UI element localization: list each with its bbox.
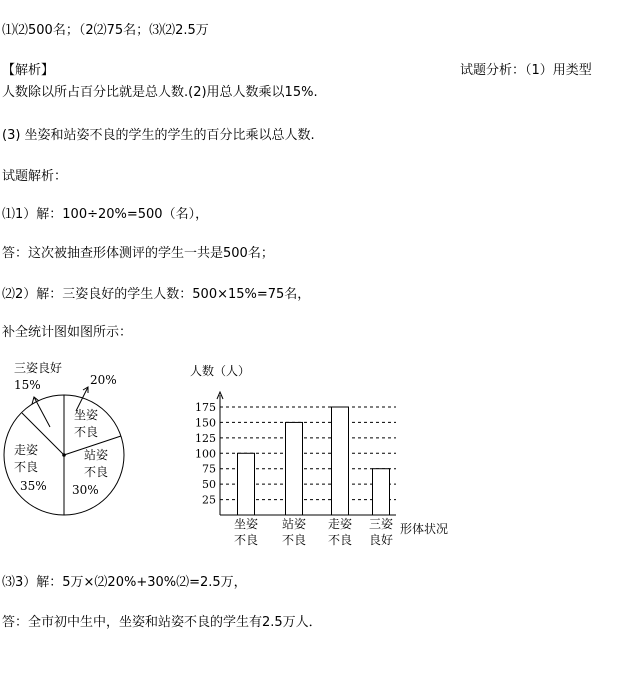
bar-category-label: 不良	[281, 533, 307, 547]
bar-category-label: 坐姿	[233, 517, 259, 531]
bar-category-label: 不良	[233, 533, 259, 547]
analysis-text-3: (3) 坐姿和站姿不良的学生的学生的百分比乘以总人数.	[2, 128, 315, 143]
bar-xlabel: 形体状况	[400, 522, 449, 536]
pie-pct-15: 15%	[14, 378, 41, 392]
pie-label-zouzi-2: 不良	[14, 460, 39, 474]
pie-center	[62, 453, 66, 457]
bar-category-label: 三姿	[368, 517, 394, 531]
bar-ytick-label: 25	[202, 493, 216, 507]
solution-title: 试题解析：	[2, 169, 68, 184]
analysis-text-1: 人数除以所占百分比就是总人数.(2)用总人数乘以15%.	[2, 85, 318, 100]
bar-ytick-label: 175	[195, 401, 216, 414]
complete-chart-text: 补全统计图如图所示：	[2, 325, 133, 340]
bar-category-label: 良好	[368, 533, 394, 547]
pie-label-zhanzi-1: 站姿	[84, 448, 109, 462]
pie-label-zuozi-2: 不良	[74, 425, 99, 439]
bar	[238, 453, 255, 515]
solution-step-1: ⑴1）解：100÷20%=500（名），	[2, 207, 209, 222]
bar-ytick-label: 125	[195, 431, 216, 445]
solution-step-2: ⑵2）解：三姿良好的学生人数：500×15%=75名，	[2, 287, 311, 302]
answer-step-1: 答：这次被抽查形体测评的学生一共是500名；	[2, 246, 274, 261]
bar-category-label: 站姿	[281, 517, 307, 531]
pie-pct-20: 20%	[90, 373, 117, 387]
bar	[286, 422, 303, 515]
bar	[332, 407, 349, 515]
pie-pct-35: 35%	[20, 479, 47, 493]
bar-ytick-label: 75	[202, 462, 216, 476]
pie-arrow-15	[34, 397, 50, 427]
answer-line: ⑴⑵500名；（2⑵75名；⑶⑵2.5万	[2, 23, 209, 38]
pie-label-sanzi: 三姿良好	[14, 361, 63, 375]
analysis-title: 试题分析：（1）用类型	[460, 63, 592, 78]
jiexi-label: 【解析】	[2, 63, 55, 78]
solution-step-3: ⑶3）解：5万×⑵20%+30%⑵=2.5万，	[2, 575, 247, 590]
pie-pct-30: 30%	[72, 483, 99, 497]
bar-ylabel: 人数（人）	[190, 364, 251, 378]
pie-label-zouzi-1: 走姿	[14, 443, 39, 457]
bar-category-label: 不良	[327, 533, 353, 547]
bar	[373, 469, 390, 515]
pie-chart	[0, 355, 140, 530]
bar-ytick-label: 50	[202, 478, 216, 492]
answer-step-3: 答：全市初中生中，坐姿和站姿不良的学生有2.5万人．	[2, 615, 322, 630]
pie-label-zhanzi-2: 不良	[84, 465, 109, 479]
bar-category-label: 走姿	[327, 517, 353, 531]
bar-ytick-label: 150	[195, 416, 216, 430]
bar-ytick-label: 100	[195, 447, 216, 461]
bar-chart	[180, 355, 465, 560]
pie-label-zuozi-1: 坐姿	[74, 408, 99, 422]
